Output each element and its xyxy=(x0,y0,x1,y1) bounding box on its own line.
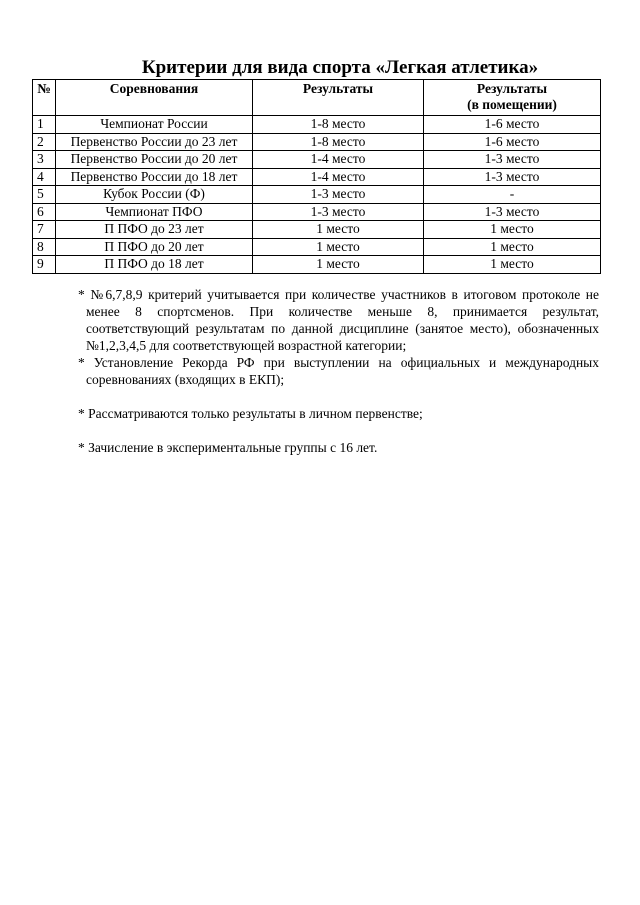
cell-results: 1 место xyxy=(253,221,424,239)
table-row xyxy=(33,151,601,169)
header-competition: Соревнования xyxy=(56,80,253,116)
cell-results: 1-8 место xyxy=(253,116,424,134)
header-results-indoor xyxy=(424,80,601,116)
notes-spacer xyxy=(86,388,599,405)
header-results-indoor-line2: (в помещении) xyxy=(467,97,557,112)
cell-competition: Чемпионат ПФО xyxy=(56,203,253,221)
table-row xyxy=(33,256,601,274)
cell-num: 4 xyxy=(33,168,56,186)
cell-competition: Кубок России (Ф) xyxy=(56,186,253,204)
cell-num: 7 xyxy=(33,221,56,239)
cell-results: 1-4 место xyxy=(253,151,424,169)
header-num: № xyxy=(33,80,56,116)
note-participants: * №6,7,8,9 критерий учитывается при количестве участников в итоговом протоколе не менее 8 спортсменов. При количестве меньше 8, принимается результат, соответствующий результатам по данной дисциплине (занятое место), обозначенных №1,2,3,4,5 для соответствующей возрастной категории; xyxy=(78,287,599,353)
cell-results: 1 место xyxy=(253,256,424,274)
cell-results-indoor: 1 место xyxy=(424,221,601,239)
cell-results: 1 место xyxy=(253,238,424,256)
cell-results-indoor: 1 место xyxy=(424,256,601,274)
cell-results: 1-4 место xyxy=(253,168,424,186)
cell-results: 1-3 место xyxy=(253,186,424,204)
table-row xyxy=(33,168,601,186)
cell-results-indoor: - xyxy=(424,186,601,204)
cell-num: 2 xyxy=(33,133,56,151)
cell-results: 1-8 место xyxy=(253,133,424,151)
cell-competition: Первенство России до 18 лет xyxy=(56,168,253,186)
note-record: * Установление Рекорда РФ при выступлении на официальных и международных соревнованиях (входящих в ЕКП); xyxy=(78,355,599,387)
cell-competition: Первенство России до 23 лет xyxy=(56,133,253,151)
cell-results-indoor: 1-3 место xyxy=(424,203,601,221)
cell-results-indoor: 1-3 место xyxy=(424,168,601,186)
table-row xyxy=(33,238,601,256)
criteria-table xyxy=(32,79,601,274)
cell-competition: П ПФО до 18 лет xyxy=(56,256,253,274)
cell-results-indoor: 1-3 место xyxy=(424,151,601,169)
table-body xyxy=(33,116,601,274)
cell-competition: Чемпионат России xyxy=(56,116,253,134)
cell-results-indoor: 1-6 место xyxy=(424,116,601,134)
table-header-row xyxy=(33,80,601,116)
cell-results-indoor: 1-6 место xyxy=(424,133,601,151)
cell-competition: П ПФО до 23 лет xyxy=(56,221,253,239)
cell-num: 6 xyxy=(33,203,56,221)
header-results: Результаты xyxy=(253,80,424,116)
table-row xyxy=(33,203,601,221)
cell-num: 5 xyxy=(33,186,56,204)
notes-spacer xyxy=(86,422,599,439)
cell-num: 9 xyxy=(33,256,56,274)
cell-num: 3 xyxy=(33,151,56,169)
table-row xyxy=(33,133,601,151)
cell-num: 1 xyxy=(33,116,56,134)
notes-section xyxy=(78,286,599,456)
table-row xyxy=(33,186,601,204)
cell-competition: Первенство России до 20 лет xyxy=(56,151,253,169)
note-groups: * Зачисление в экспериментальные группы с 16 лет. xyxy=(78,440,378,455)
header-results-indoor-line1: Результаты xyxy=(476,81,548,96)
cell-results: 1-3 место xyxy=(253,203,424,221)
note-personal: * Рассматриваются только результаты в личном первенстве; xyxy=(78,406,423,421)
document-title: Критерии для вида спорта «Легкая атлетика» xyxy=(141,57,539,78)
cell-num: 8 xyxy=(33,238,56,256)
cell-results-indoor: 1 место xyxy=(424,238,601,256)
cell-competition: П ПФО до 20 лет xyxy=(56,238,253,256)
table-row xyxy=(33,116,601,134)
table-row xyxy=(33,221,601,239)
